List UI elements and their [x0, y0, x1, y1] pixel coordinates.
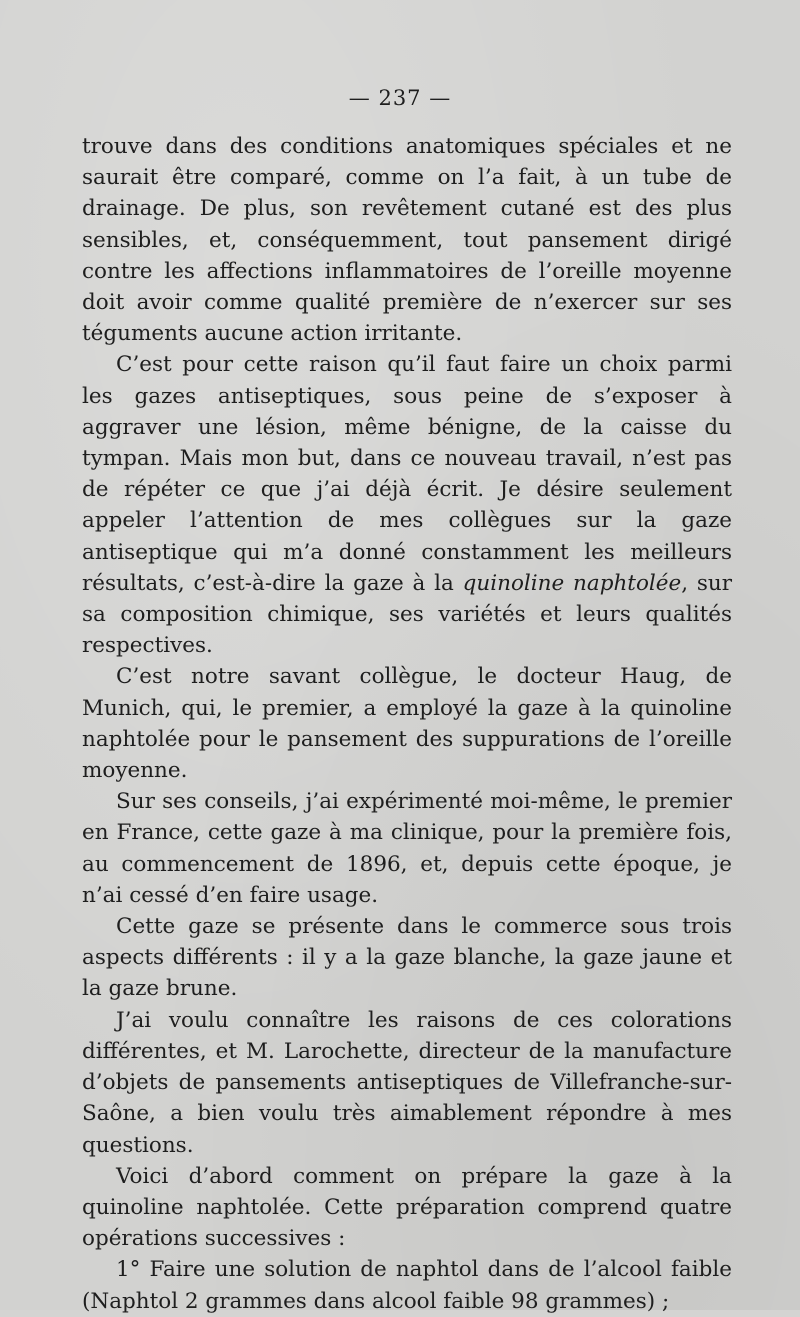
paragraph-3: C’est notre savant collègue, le docteur Haug, de Munich, qui, le premier, a employé la gaze à la quinoline naphtolée pour le pansement des suppurations de l’oreille moyenne.: [82, 664, 732, 784]
paragraph-4: Sur ses conseils, j’ai expérimenté moi-même, le premier en France, cette gaze à ma clinique, pour la première fois, au commencement de 1896, et, depuis cette époque, je n’ai cessé d’en faire usage.: [82, 789, 732, 908]
paragraph-1: trouve dans des conditions anatomiques spéciales et ne saurait être comparé, comme on l’a fait, à un tube de drainage. De plus, son revêtement cutané est des plus sensibles, et, conséquemment, tout pansement dirigé contre les affections inflammatoires de l’oreille moyenne doit avoir comme qualité première de n’exercer sur ses téguments aucune action irritante.: [82, 134, 732, 347]
body-text: [82, 131, 732, 1317]
paragraph-7: Voici d’abord comment on prépare la gaze à la quinoline naphtolée. Cette préparation comprend quatre opérations successives :: [82, 1163, 732, 1252]
paragraph-2-text-end: , sur sa composition chimique, ses variétés et leurs qualités respectives.: [82, 570, 733, 659]
page-number: — 237 —: [348, 86, 452, 110]
paragraph-5: Cette gaze se présente dans le commerce sous trois aspects différents : il y a la gaze blanche, la gaze jaune et la gaze brune.: [82, 914, 732, 1002]
paragraph-6: J’ai voulu connaître les raisons de ces colorations différentes, et M. Larochette, directeur de la manufacture d’objets de pansements antiseptiques de Villefranche-sur-Saône, a bien voulu très aimablement répondre à mes questions.: [82, 1007, 732, 1158]
paragraph-2: [82, 349, 732, 661]
paragraph-8: 1° Faire une solution de naphtol dans de l’alcool faible (Naphtol 2 grammes dans alcool faible 98 grammes) ;: [82, 1257, 732, 1314]
paragraph-2-text: C’est pour cette raison qu’il faut faire un choix parmi les gazes antiseptiques, sous peine de s’exposer à aggraver une lésion, même bénigne, de la caisse du tympan. Mais mon but, dans ce nouveau travail, n’est pas de répéter ce que j’ai déjà écrit. Je désire seulement appeler l’attention de mes collègues sur la gaze antiseptique qui m’a donné constamment les meilleurs résultats, c’est-à-dire la gaze à la: [82, 352, 732, 596]
paragraph-2-italic-term: quinoline naphtolée: [462, 570, 682, 596]
